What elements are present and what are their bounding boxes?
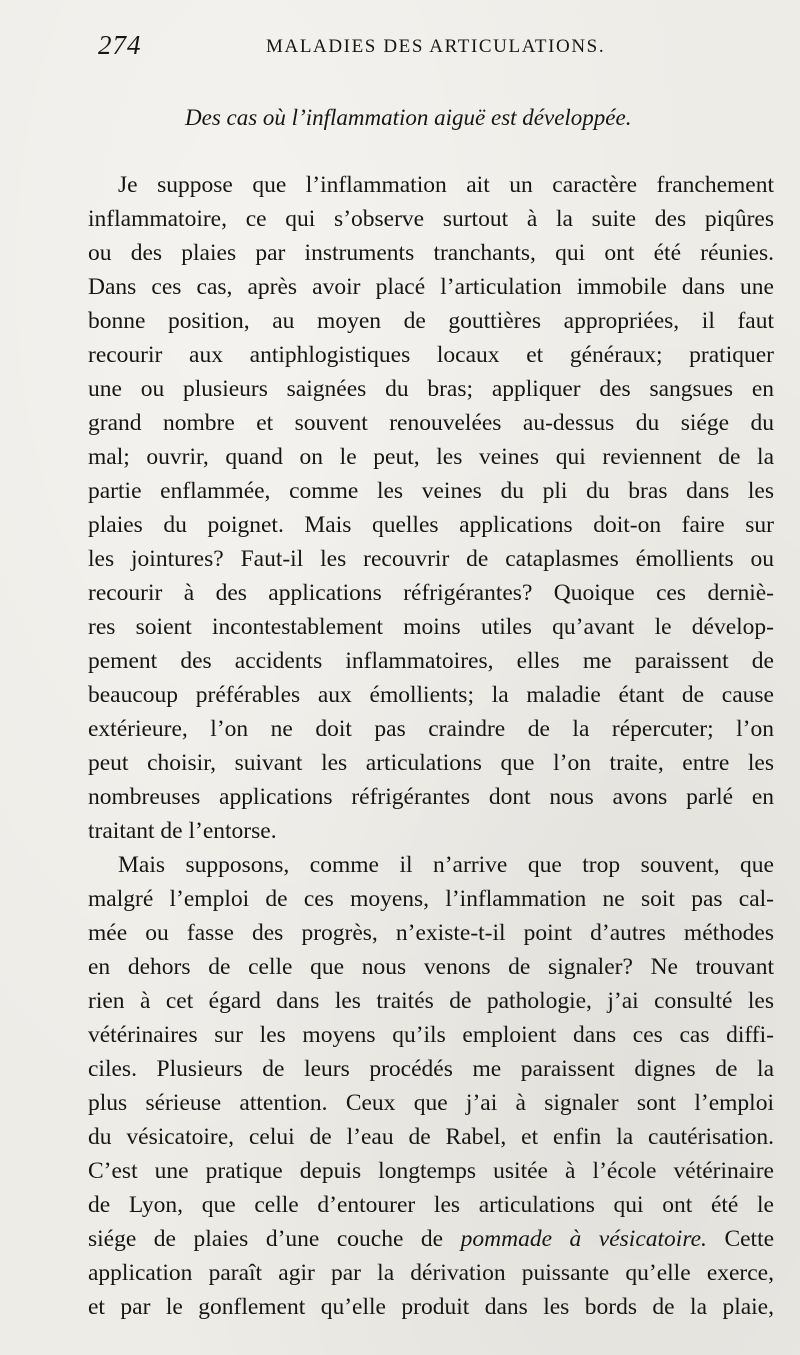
text-line: application paraît agir par la dérivation puissante qu’elle exerce, <box>88 1260 774 1286</box>
text-line: ou des plaies par instruments tranchants, qui ont été réunies. <box>88 240 774 266</box>
text-line: C’est une pratique depuis longtemps usitée à l’école vétérinaire <box>88 1158 774 1184</box>
text-line: beaucoup préférables aux émollients; la maladie étant de cause <box>88 682 774 708</box>
page-header <box>88 30 770 64</box>
text-line: Mais supposons, comme il n’arrive que trop souvent, que <box>118 852 774 878</box>
text-line: plus sérieuse attention. Ceux que j’ai à signaler sont l’emploi <box>88 1090 774 1116</box>
text-line: une ou plusieurs saignées du bras; appliquer des sangsues en <box>88 376 774 402</box>
paragraph-2 <box>88 848 774 1324</box>
text-line: et par le gonflement qu’elle produit dans les bords de la plaie, <box>88 1294 774 1320</box>
running-head: MALADIES DES ARTICULATIONS. <box>266 36 606 57</box>
body-text <box>88 168 774 1324</box>
text-line: bonne position, au moyen de gouttières appropriées, il faut <box>88 308 774 334</box>
text-line: malgré l’emploi de ces moyens, l’inflammation ne soit pas cal- <box>88 886 774 912</box>
text-segment: Cette <box>724 1226 775 1252</box>
text-line: de Lyon, que celle d’entourer les articulations qui ont été le <box>88 1192 774 1218</box>
text-line: en dehors de celle que nous venons de signaler? Ne trouvant <box>88 954 774 980</box>
text-line: grand nombre et souvent renouvelées au-dessus du siége du <box>88 410 774 436</box>
text-line: ciles. Plusieurs de leurs procédés me paraissent dignes de la <box>88 1056 774 1082</box>
text-line: partie enflammée, comme les veines du pli du bras dans les <box>88 478 774 504</box>
text-line: res soient incontestablement moins utiles qu’avant le dévelop- <box>88 614 774 640</box>
text-line: recourir aux antiphlogistiques locaux et généraux; pratiquer <box>88 342 774 368</box>
text-segment: siége de plaies d’une couche de <box>88 1226 444 1252</box>
page-number: 274 <box>98 30 142 60</box>
text-line: pement des accidents inflammatoires, elles me paraissent de <box>88 648 774 674</box>
text-line: peut choisir, suivant les articulations que l’on traite, entre les <box>88 750 774 776</box>
text-line: vétérinaires sur les moyens qu’ils emploient dans ces cas diffi- <box>88 1022 774 1048</box>
text-line: Je suppose que l’inflammation ait un caractère franchement <box>118 172 774 198</box>
text-line: les jointures? Faut-il les recouvrir de cataplasmes émollients ou <box>88 546 774 572</box>
text-line: du vésicatoire, celui de l’eau de Rabel, et enfin la cautérisation. <box>88 1124 774 1150</box>
paragraph-1 <box>88 168 774 848</box>
text-line: rien à cet égard dans les traités de pathologie, j’ai consulté les <box>88 988 774 1014</box>
text-line: Dans ces cas, après avoir placé l’articulation immobile dans une <box>88 274 774 300</box>
text-line: nombreuses applications réfrigérantes dont nous avons parlé en <box>88 784 774 810</box>
text-line: mal; ouvrir, quand on le peut, les veines qui reviennent de la <box>88 444 774 470</box>
text-line: plaies du poignet. Mais quelles applications doit-on faire sur <box>88 512 774 538</box>
text-line-mixed <box>88 1222 774 1256</box>
text-line: inflammatoire, ce qui s’observe surtout à la suite des piqûres <box>88 206 774 232</box>
text-line: extérieure, l’on ne doit pas craindre de la répercuter; l’on <box>88 716 774 742</box>
italic-phrase: pommade à vésicatoire. <box>460 1226 707 1252</box>
text-line: recourir à des applications réfrigérantes? Quoique ces derniè- <box>88 580 774 606</box>
text-line: mée ou fasse des progrès, n’existe-t-il point d’autres méthodes <box>88 920 774 946</box>
text-line: traitant de l’entorse. <box>88 818 277 844</box>
section-title: Des cas où l’inflammation aiguë est développée. <box>185 105 632 130</box>
